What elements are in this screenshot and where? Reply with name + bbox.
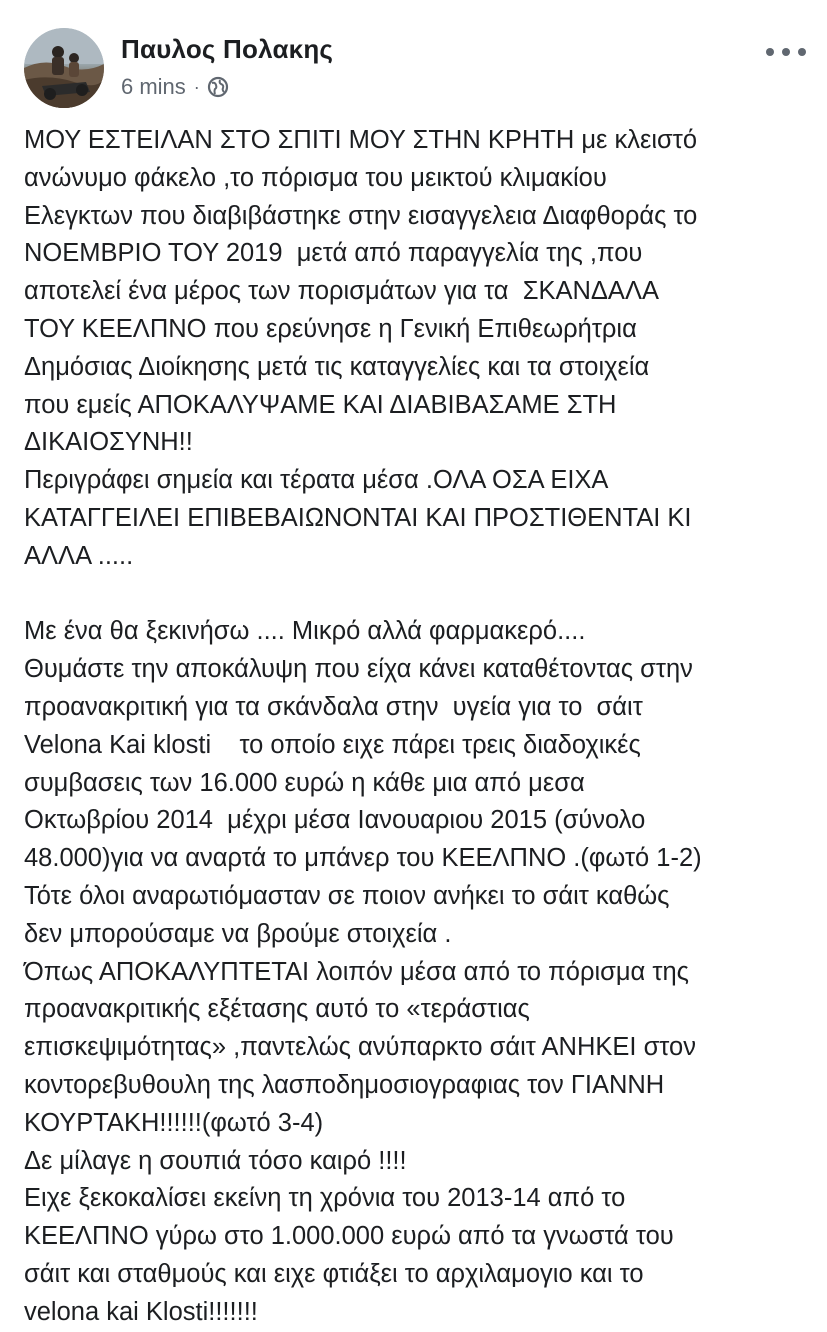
- post-text-line: Velona Kai klosti το οποίο ειχε πάρει τρεις διαδοχικές: [24, 730, 641, 759]
- post-text-line: Ειχε ξεκοκαλίσει εκείνη τη χρόνια του 2013-14 από το: [24, 1184, 626, 1213]
- post-text-line: ΤΟΥ ΚΕΕΛΠΝΟ που ερεύνησε η Γενική Επιθεωρήτρια: [24, 314, 637, 343]
- post-text-line: προανακριτικής εξέτασης αυτό το «τεράστιας: [24, 995, 530, 1024]
- post-text-line: δεν μπορούσαμε να βρούμε στοιχεία .: [24, 919, 452, 948]
- post-text-line: Δημόσιας Διοίκησης μετά τις καταγγελίες και τα στοιχεία: [24, 352, 650, 381]
- post-text-line: Τότε όλοι αναρωτιόμασταν σε ποιον ανήκει το σάιτ καθώς: [24, 881, 670, 910]
- post-text-line: ΝΟΕΜΒΡΙΟ ΤΟΥ 2019 μετά από παραγγελία της ,που: [24, 239, 643, 268]
- more-dot: [766, 48, 774, 56]
- post-text-line: που εμείς ΑΠΟΚΑΛΥΨΑΜΕ ΚΑΙ ΔΙΑΒΙΒΑΣΑΜΕ ΣΤΗ: [24, 390, 617, 419]
- post-text-line: ΜΟΥ ΕΣΤΕΙΛΑΝ ΣΤΟ ΣΠΙΤΙ ΜΟΥ ΣΤΗΝ ΚΡΗΤΗ με κλειστό: [24, 126, 697, 154]
- more-dot: [798, 48, 806, 56]
- post-meta: [121, 73, 229, 101]
- post-text-line: Οκτωβρίου 2014 μέχρι μέσα Ιανουαριου 2015 (σύνολο: [24, 806, 646, 835]
- post-text-line: ΚΟΥΡΤΑΚΗ!!!!!!(φωτό 3-4): [24, 1108, 324, 1137]
- meta-separator: ·: [193, 76, 200, 97]
- post-text-line: ΔΙΚΑΙΟΣΥΝΗ!!: [24, 428, 193, 457]
- post-text-line: ΚΕΕΛΠΝΟ γύρω στο 1.000.000 ευρώ από τα γνωστά του: [24, 1222, 674, 1251]
- post-text-line: Όπως ΑΠΟΚΑΛΥΠΤΕΤΑΙ λοιπόν μέσα από το πόρισμα της: [24, 957, 689, 986]
- post-text-line: αποτελεί ένα μέρος των πορισμάτων για τα ΣΚΑΝΔΑΛΑ: [24, 277, 659, 306]
- author-name[interactable]: Παυλος Πολακης: [121, 34, 334, 64]
- more-options-icon[interactable]: [766, 44, 806, 60]
- more-dot: [782, 48, 790, 56]
- post-header: [0, 0, 827, 118]
- post-text: [24, 122, 814, 1332]
- post-text-line: προανακριτική για τα σκάνδαλα στην υγεία για το σάιτ: [24, 692, 643, 721]
- post-text-line: Ελεγκτων που διαβιβάστηκε στην εισαγγελεια Διαφθοράς το: [24, 201, 698, 230]
- post-text-line: Με ένα θα ξεκινήσω .... Μικρό αλλά φαρμακερό....: [24, 617, 586, 646]
- post-text-line: σάιτ και σταθμούς και ειχε φτιάξει το αρχιλαμογιο και το: [24, 1259, 644, 1288]
- globe-icon[interactable]: [207, 76, 229, 98]
- post-text-line: επισκεψιμότητας» ,παντελώς ανύπαρκτο σάιτ ΑΝΗΚΕΙ στον: [24, 1033, 696, 1062]
- post-text-line: ΚΑΤΑΓΓΕΙΛΕΙ ΕΠΙΒΕΒΑΙΩΝΟΝΤΑΙ ΚΑΙ ΠΡΟΣΤΙΘΕΝΤΑΙ ΚΙ: [24, 503, 692, 532]
- post-text-line: ΑΛΛΑ .....: [24, 541, 134, 570]
- post-text-line: ανώνυμο φάκελο ,το πόρισμα του μεικτού κλιμακίου: [24, 163, 607, 192]
- avatar-photo: [24, 28, 104, 108]
- post-text-line: 48.000)για να αναρτά το μπάνερ του ΚΕΕΛΠΝΟ .(φωτό 1-2): [24, 844, 702, 873]
- post-text-line: συμβασεις των 16.000 ευρώ η κάθε μια από μεσα: [24, 768, 585, 797]
- post-timestamp[interactable]: 6 mins: [121, 74, 186, 99]
- post-text-line: Θυμάστε την αποκάλυψη που είχα κάνει καταθέτοντας στην: [24, 655, 693, 684]
- avatar[interactable]: [24, 28, 104, 108]
- post-text-line: κοντορεβυθουλη της λασποδημοσιογραφιας τον ΓΙΑΝΝΗ: [24, 1070, 665, 1099]
- post-text-line: [24, 576, 814, 614]
- post-text-line: Περιγράφει σημεία και τέρατα μέσα .ΟΛΑ ΟΣΑ ΕΙΧΑ: [24, 466, 609, 495]
- post-text-line: Δε μίλαγε η σουπιά τόσο καιρό !!!!: [24, 1146, 407, 1175]
- post-text-line: velona kai Klosti!!!!!!!: [24, 1297, 258, 1326]
